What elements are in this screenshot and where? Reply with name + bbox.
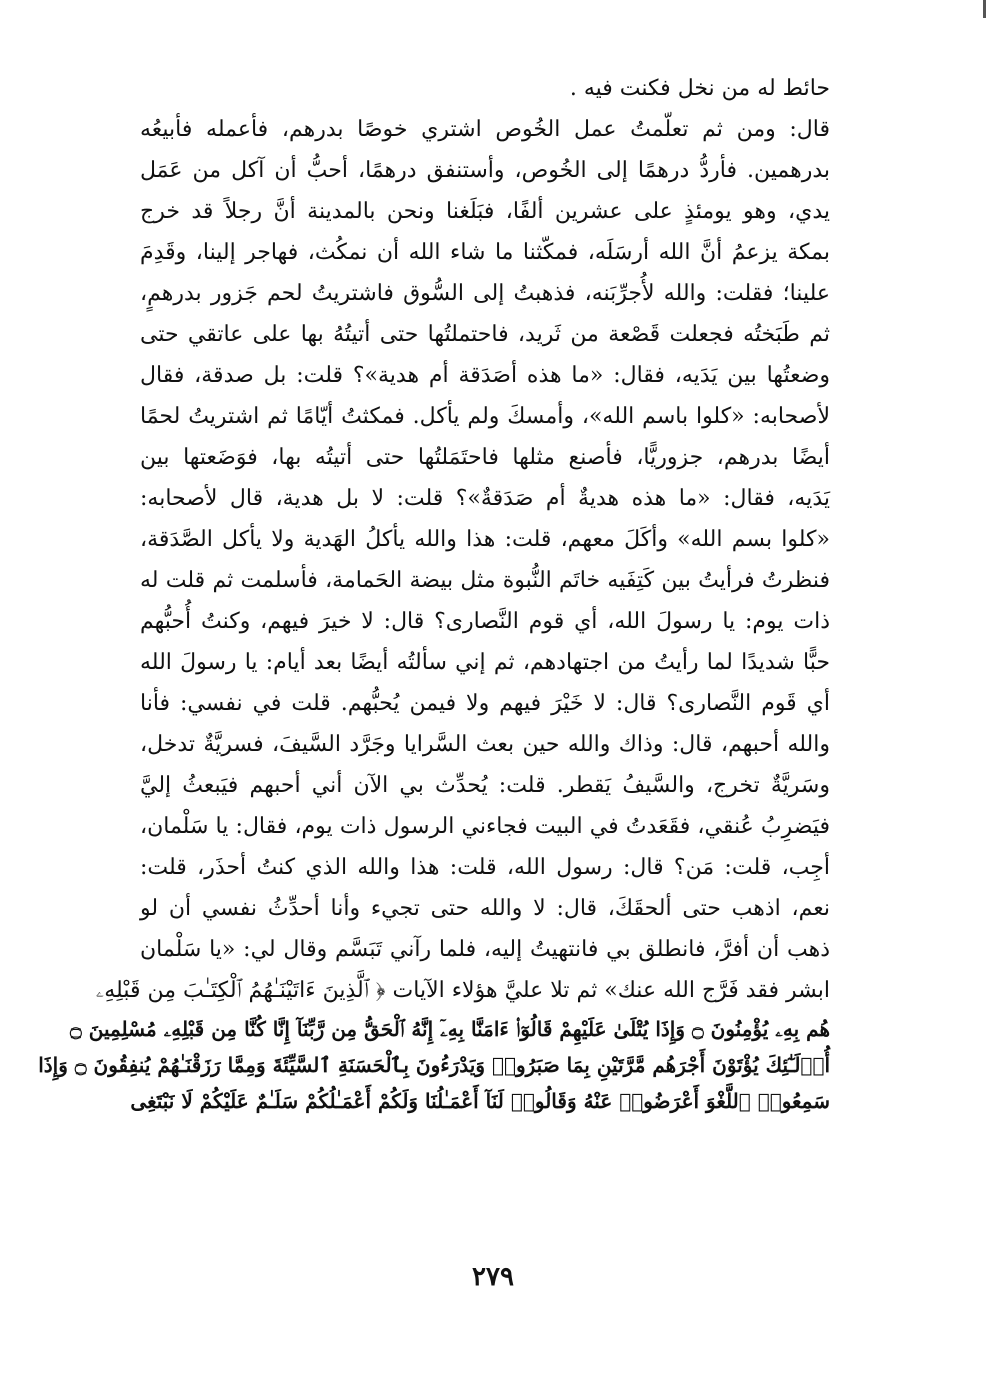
text-line: أيضًا بدرهم، جزوريًّا، فأصنع مثلها فاحتَمَلتُها حتى أتيتُه بها، فوَضَعتها بين: [140, 445, 830, 470]
text-line: ابشر فقد فَرَّج الله عنك» ثم تلا عليَّ هؤلاء الآيات ﴿ ٱلَّذِينَ ءَاتَيْنَـٰهُمُ ٱلْكِتَـٰبَ مِن قَبْلِهِۦ: [95, 978, 830, 1003]
text-line: بدرهمين. فأردُّ درهمًا إلى الخُوص، وأستنفق درهمًا، أحبُّ أن آكل من عَمَل: [140, 158, 830, 183]
text-line: ذهب أن أفرَّ، فانطلق بي فانتهيتُ إليه، فلما رآني تَبَسَّم وقال لي: «يا سَلْمان: [140, 937, 830, 962]
text-line: نعم، اذهب حتى ألحقَكَ، قال: لا والله حتى تجيء وأنا أحدِّثُ نفسي أن لو: [140, 896, 830, 921]
text-line: فيَضرِبُ عُنقي، فقَعَدتُ في البيت فجاءني الرسول ذات يوم، فقال: يا سَلْمان،: [140, 814, 830, 839]
text-line: وسَريَّةٌ تخرج، والسَّيفُ يَقطر. قلت: يُحدِّث بي الآن أني أحبهم فيَبعثُ إليَّ: [140, 773, 830, 798]
body-text: [38, 68, 830, 1119]
text-line: وضعتُها بين يَدَيه، فقال: «ما هذه أصَدَقة أم هدية»؟ قلت: بل صدقة، فقال: [140, 363, 830, 388]
text-line: ثم طَبَختُه فجعلت قَصْعة من ثَريد، فاحتملتُها حتى أتيتُهُ بها على عاتقي حتى: [140, 322, 830, 347]
text-line: علينا؛ فقلت: والله لأُجرِّبَنه، فذهبتُ إلى السُّوق فاشتريتُ لحم جَزور بدرهمٍ،: [140, 281, 830, 306]
text-line: يدي، وهو يومئذٍ على عشرين ألفًا، فبَلَغنا ونحن بالمدينة أنَّ رجلاً قد خرج: [140, 199, 830, 224]
quran-verse-line: أُو۟لَـٰٓئِكَ يُؤْتَوْنَ أَجْرَهُم مَّرَّتَيْنِ بِمَا صَبَرُوا۟ وَيَدْرَءُونَ بِٱلْحَسَنَةِ ٱلسَّيِّئَةَ وَمِمَّا رَزَقْنَـٰهُمْ يُنفِقُونَ ۝ وَإِذَا: [38, 1053, 830, 1077]
text-line: يَدَيه، فقال: «ما هذه هديةٌ أم صَدَقةٌ»؟ قلت: لا بل هدية، قال لأصحابه:: [140, 486, 830, 511]
page-number: ٢٧٩: [472, 1262, 514, 1292]
text-line: لأصحابه: «كلوا باسم الله»، وأمسكَ ولم يأكل. فمكثتُ أيّامًا ثم اشتريتُ لحمًا: [140, 404, 830, 429]
quran-verse-line: سَمِعُوا۟ ٱللَّغْوَ أَعْرَضُوا۟ عَنْهُ وَقَالُوا۟ لَنَآ أَعْمَـٰلُنَا وَلَكُمْ أَعْمَـٰلُكُمْ سَلَـٰمٌ عَلَيْكُمْ لَا نَبْتَغِى: [130, 1089, 830, 1113]
text-line: «كلوا بسم الله» وأكَلَ معهم، قلت: هذا والله يأكلُ الهَدية ولا يأكل الصَّدَقة،: [140, 527, 830, 552]
text-line: والله أحبهم، قال: وذاك والله حين بعث السَّرايا وجَرَّد السَّيفَ، فسريَّةٌ تدخل،: [140, 732, 830, 757]
text-line: أي قَوم النَّصارى؟ قال: لا خَيْرَ فيهم ولا فيمن يُحبُّهم. قلت في نفسي: فأنا: [140, 691, 830, 716]
text-line: ذات يوم: يا رسولَ الله، أي قوم النَّصارى؟ قال: لا خيرَ فيهم، وكنتُ أُحبُّهم: [140, 609, 830, 634]
text-line: فنظرتُ فرأيتُ بين كَتِفَيه خاتَم النُّبوة مثل بيضة الحَمامة، فأسلمت ثم قلت له: [140, 568, 830, 593]
quran-verse-line: هُم بِهِۦ يُؤْمِنُونَ ۝ وَإِذَا يُتْلَىٰ عَلَيْهِمْ قَالُوٓا۟ ءَامَنَّا بِهِۦٓ إِنَّهُ ٱلْحَقُّ مِن رَّبِّنَآ إِنَّا كُنَّا مِن قَبْلِهِۦ مُسْلِمِينَ ۝: [70, 1017, 830, 1041]
text-line: قال: ومن ثم تعلّمتُ عمل الخُوص اشتري خوصًا بدرهم، فأعمله فأبيعُه: [140, 117, 830, 142]
text-line: حائط له من نخل فكنت فيه .: [569, 76, 830, 101]
text-line: حبًّا شديدًا لما رأيتُ من اجتهادهم، ثم إني سألتُه أيضًا بعد أيام: يا رسولَ الله: [140, 650, 830, 675]
text-line: أجِب، قلت: مَن؟ قال: رسول الله، قلت: هذا والله الذي كنتُ أحذَر، قلت:: [140, 855, 830, 880]
text-line: بمكة يزعمُ أنَّ الله أرسَلَه، فمكّثنا ما شاء الله أن نمكُث، فهاجر إلينا، وقَدِمَ: [140, 240, 830, 265]
